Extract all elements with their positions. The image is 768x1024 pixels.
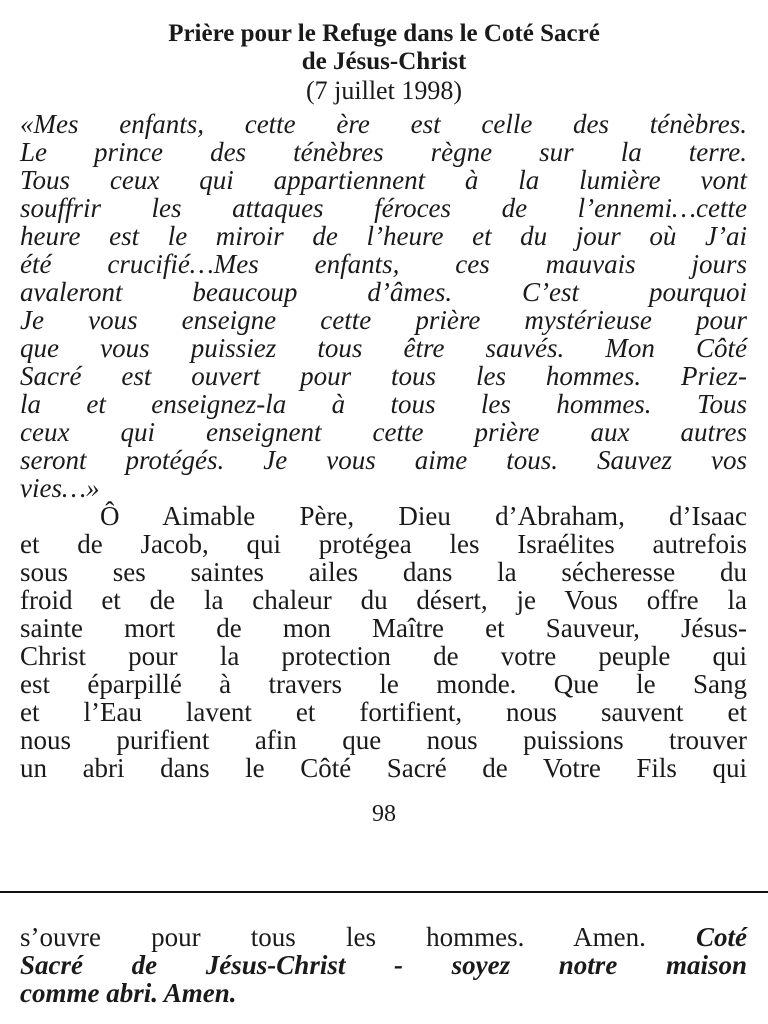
quote-line: heure est le miroir de l’heure et du jour où J’ai (20, 221, 747, 251)
quote-line: vies…» (20, 473, 100, 503)
prayer-line: Ô Aimable Père, Dieu d’Abraham, d’Isaac (100, 501, 747, 531)
next-page-line (20, 923, 747, 951)
prayer-line: froid et de la chaleur du désert, je Vous offre la (20, 585, 747, 615)
quote-line: été crucifié…Mes enfants, ces mauvais jours (20, 249, 747, 279)
quote-line: «Mes enfants, cette ère est celle des ténèbres. (20, 109, 747, 139)
prayer-date: (7 juillet 1998) (306, 76, 462, 105)
quote-line: avaleront beaucoup d’âmes. C’est pourquoi (20, 277, 747, 307)
prayer-line: nous purifient afin que nous puissions trouver (20, 725, 747, 755)
prayer-line: est éparpillé à travers le monde. Que le Sang (20, 669, 747, 699)
prayer-line: un abri dans le Côté Sacré de Votre Fils qui (20, 753, 747, 783)
next-page-line: Sacré de Jésus-Christ - soyez notre maison (20, 950, 747, 980)
quote-line: seront protégés. Je vous aime tous. Sauvez vos (20, 445, 747, 475)
prayer-line: et de Jacob, qui protégea les Israélites autrefois (20, 529, 747, 559)
prayer-line: et l’Eau lavent et fortifient, nous sauvent et (20, 697, 747, 727)
quote-line: que vous puissiez tous être sauvés. Mon Côté (20, 333, 747, 363)
quote-line: ceux qui enseignent cette prière aux autres (20, 417, 747, 447)
next-page-regular-text: s’ouvre pour tous les hommes. Amen. (20, 922, 696, 952)
quote-line: Je vous enseigne cette prière mystérieuse pour (20, 305, 747, 335)
quote-line: Tous ceux qui appartiennent à la lumière vont (20, 165, 747, 195)
quote-line: Le prince des ténèbres règne sur la terre. (20, 137, 747, 167)
prayer-line: Christ pour la protection de votre peuple qui (20, 641, 747, 671)
prayer-line: sainte mort de mon Maître et Sauveur, Jésus- (20, 613, 747, 643)
page-title: Prière pour le Refuge dans le Coté Sacré (168, 20, 600, 47)
quote-line: Sacré est ouvert pour tous les hommes. Priez- (20, 361, 747, 391)
quote-line: souffrir les attaques féroces de l’ennemi…cette (20, 193, 747, 223)
page-title-continued: de Jésus-Christ (301, 48, 467, 75)
next-page (0, 893, 768, 1024)
next-page-line: comme abri. Amen. (20, 978, 237, 1008)
next-page-bold-text: Coté (696, 922, 747, 952)
page-number: 98 (372, 801, 396, 827)
quote-line: la et enseignez-la à tous les hommes. Tous (20, 389, 747, 419)
prayer-line: sous ses saintes ailes dans la sécheresse du (20, 557, 747, 587)
